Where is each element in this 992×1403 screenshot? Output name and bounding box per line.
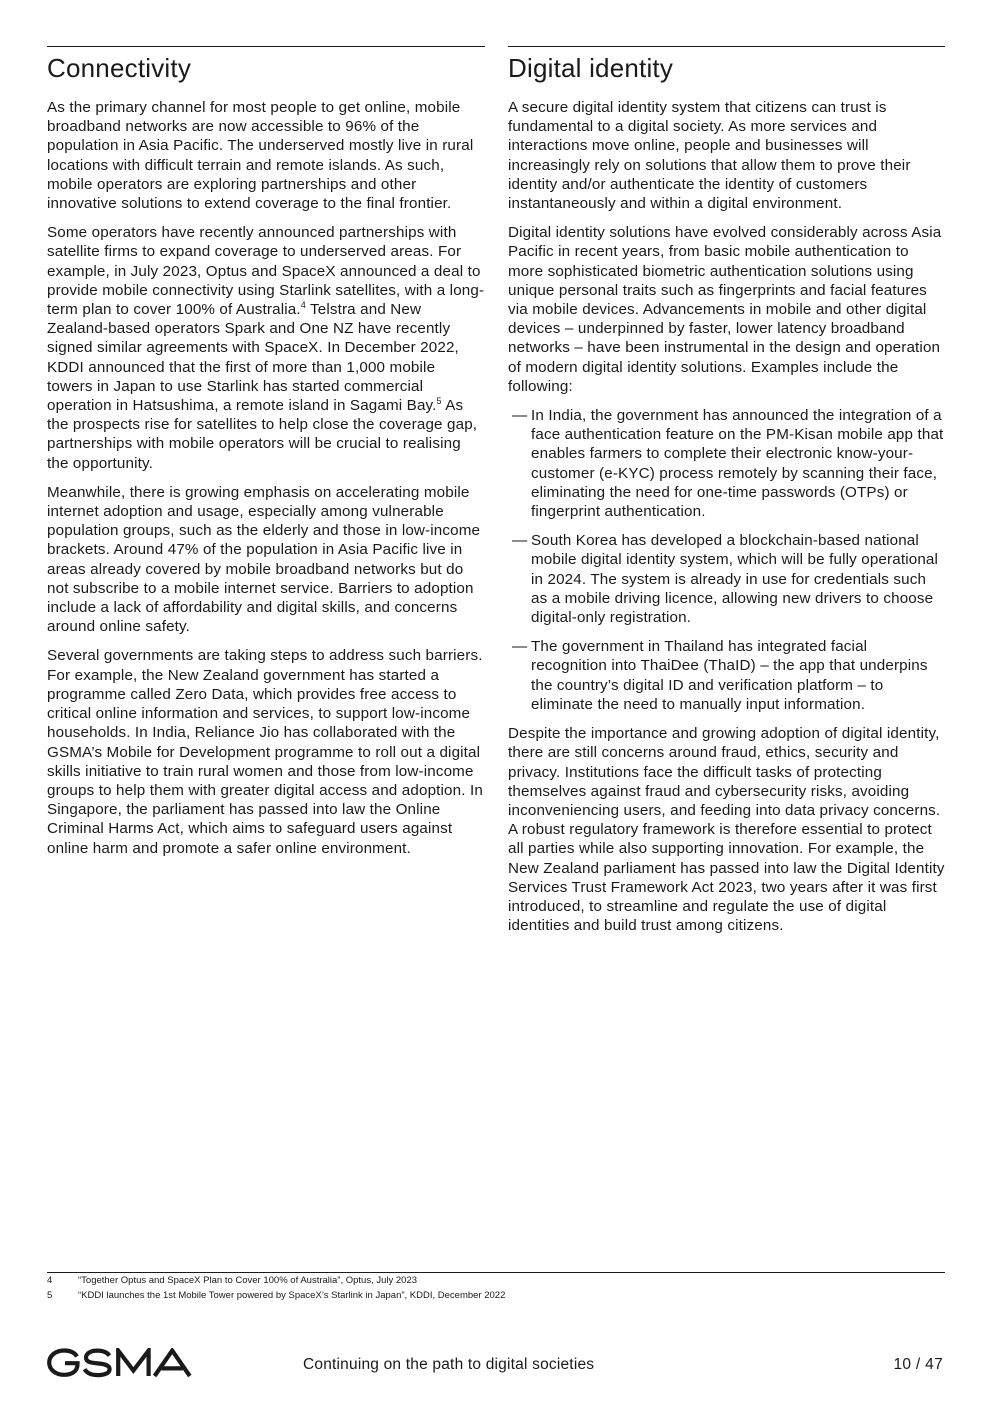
footnotes	[47, 1272, 945, 1303]
list-item-text: The government in Thailand has integrated facial recognition into ThaiDee (ThaID) – the app that underpins the country’s digital ID and verification platform – to eliminate the need to manually input information.	[531, 638, 928, 713]
footnote-text: “KDDI launches the 1st Mobile Tower powered by SpaceX’s Starlink in Japan”, KDDI, December 2022	[78, 1290, 506, 1301]
column-rule	[508, 46, 945, 47]
footnote-ref[interactable]: 4	[300, 299, 306, 310]
column-rule	[47, 46, 485, 47]
paragraph: A secure digital identity system that citizens can trust is fundamental to a digital society. As more services and interactions move online, people and businesses will increasingly rely on solutions that allow them to prove their identity and/or authenticate the identity of customers instantaneously and within a digital environment.	[508, 99, 911, 213]
paragraph: Despite the importance and growing adoption of digital identity, there are still concerns around fraud, ethics, security and privacy. Institutions face the difficult tasks of protecting themselves against fraud and cybersecurity risks, avoiding inconveniencing users, and feeding into data privacy concerns. A robust regulatory framework is therefore essential to protect all parties while also supporting innovation. For example, the New Zealand parliament has passed into law the Digital Identity Services Trust Framework Act 2023, two years after it was first introduced, to streamline and regulate the use of digital identities and build trust among citizens.	[508, 725, 945, 935]
list-item	[508, 531, 945, 627]
footnote-ref[interactable]: 5	[436, 395, 442, 406]
page-number: 10 / 47	[893, 1356, 943, 1373]
list-item	[508, 637, 945, 714]
paragraph: Meanwhile, there is growing emphasis on accelerating mobile internet adoption and usage, especially among vulnerable population groups, such as the elderly and those in low-income brackets. Around 47% of the population in Asia Pacific live in areas already covered by mobile broadband networks but do not subscribe to a mobile internet service. Barriers to adoption include a lack of affordability and digital skills, and concerns around online safety.	[47, 483, 481, 636]
section-heading-connectivity: Connectivity	[47, 53, 192, 83]
dash-bullet-icon: —	[512, 638, 528, 656]
list-item	[508, 406, 945, 521]
paragraph: Digital identity solutions have evolved considerably across Asia Pacific in recent years, from basic mobile authentication to more sophisticated biometric authentication solutions using unique personal traits such as fingerprints and facial features via mobile devices. Advancements in mobile and other digital devices – underpinned by faster, lower latency broadband networks – have been instrumental in the design and operation of modern digital identity solutions. Examples include the following:	[508, 224, 942, 395]
footnote-number: 5	[47, 1290, 53, 1301]
list-item-text: In India, the government has announced the integration of a face authentication feature on the PM-Kisan mobile app that enables farmers to complete their electronic know-your-customer (e-KYC) process remotely by scanning their face, eliminating the need for one-time passwords (OTPs) or fingerprint authentication.	[531, 407, 944, 521]
footnote-number: 4	[47, 1275, 53, 1286]
digital-identity-body	[508, 98, 945, 935]
connectivity-body	[47, 98, 485, 858]
paragraph-text: Telstra and New Zealand-based operators Spark and One NZ have recently signed similar agreements with SpaceX. In December 2022, KDDI announced that the first of more than 1,000 mobile towers in Japan to use Starlink has started commercial operation in Hatsushima, a remote island in Sagami Bay.	[47, 301, 459, 415]
paragraph-text: Some operators have recently announced partnerships with satellite firms to expand coverage to underserved areas. For example, in July 2023, Optus and SpaceX announced a deal to provide mobile connectivity using Starlink satellites, with a long-term plan to cover 100% of Australia.	[47, 224, 485, 319]
connectivity-column	[47, 46, 485, 868]
dash-bullet-icon: —	[512, 532, 528, 550]
list-item-text: South Korea has developed a blockchain-based national mobile digital identity system, which will be fully operational in 2024. The system is already in use for credentials such as a mobile driving licence, allowing new drivers to choose digital-only registration.	[531, 532, 939, 627]
paragraph-text: As the prospects rise for satellites to help close the coverage gap, partnerships with mobile operators will be crucial to realising the opportunity.	[47, 397, 478, 472]
paragraph: As the primary channel for most people to get online, mobile broadband networks are now accessible to 96% of the population in Asia Pacific. The underserved mostly live in rural locations with difficult terrain and remote islands. As such, mobile operators are exploring partnerships and other innovative solutions to extend coverage to the final frontier.	[47, 99, 474, 213]
paragraph	[47, 223, 485, 473]
document-title: Continuing on the path to digital societies	[303, 1356, 595, 1373]
footnote-text: “Together Optus and SpaceX Plan to Cover 100% of Australia”, Optus, July 2023	[78, 1275, 418, 1286]
gsma-logo	[47, 1348, 199, 1378]
paragraph: Several governments are taking steps to address such barriers. For example, the New Zealand government has started a programme called Zero Data, which provides free access to critical online information and services, to support low-income households. In India, Reliance Jio has collaborated with the GSMA’s Mobile for Development programme to roll out a digital skills initiative to train rural women and those from low-income groups to help them with greater digital access and adoption. In Singapore, the parliament has passed into law the Online Criminal Harms Act, which aims to safeguard users against online harm and promote a safer online environment.	[47, 647, 483, 857]
digital-identity-column	[508, 46, 945, 945]
examples-list	[508, 406, 945, 714]
section-heading-digital-identity: Digital identity	[508, 53, 674, 83]
footnote	[47, 1273, 945, 1288]
footnote	[47, 1288, 945, 1303]
page-footer	[47, 1348, 945, 1378]
dash-bullet-icon: —	[512, 407, 528, 425]
